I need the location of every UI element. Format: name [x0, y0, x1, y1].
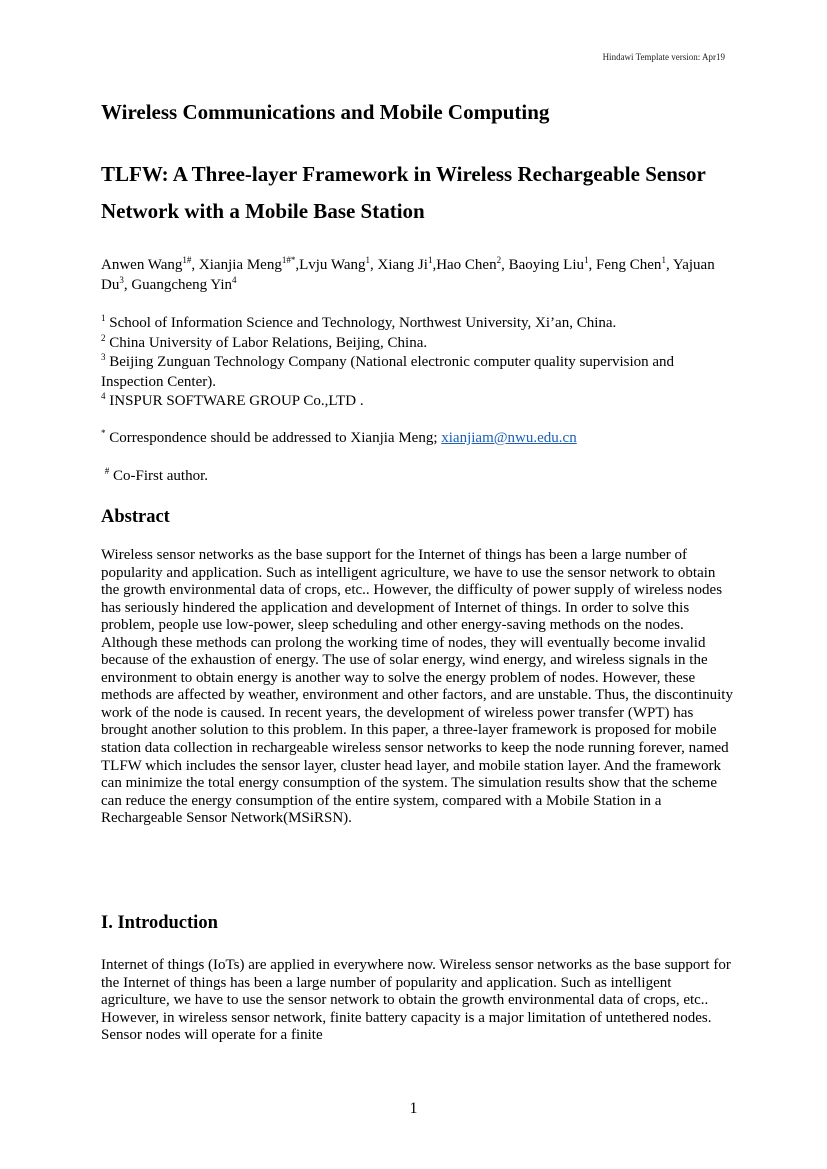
affiliation: $^1$ School of Information Science and Technology, Northwest University, Xi’an, China. [101, 313, 617, 331]
author: Feng Chen$^1$, [596, 255, 673, 273]
template-version: Hindawi Template version: Apr19 [602, 52, 725, 62]
introduction-heading: I. Introduction [101, 913, 218, 933]
correspondence-email-link[interactable]: xianjiam@nwu.edu.cn [441, 430, 577, 446]
correspondence-note: * Correspondence should be addressed to Xianjia Meng; xianjiam@nwu.edu.cn [101, 428, 577, 446]
author: Lvju Wang$^1$, [299, 255, 378, 273]
paper-title: TLFW: A Three-layer Framework in Wireless Rechargeable Sensor Network with a Mobile Base Station [101, 162, 706, 223]
author: Yajuan Du$^3$, [101, 257, 715, 293]
affiliation: $^4$ INSPUR SOFTWARE GROUP Co.,LTD . [101, 391, 364, 409]
author-list [101, 255, 731, 295]
co-first-author-note: # Co-First author. [104, 466, 209, 484]
affiliation-list [101, 314, 731, 412]
author: Guangcheng Yin$^4$ [131, 275, 237, 293]
affiliation: $^3$ Beijing Zunguan Technology Company (National electronic computer quality supervision and Inspection Center). [101, 352, 675, 390]
abstract-body: Wireless sensor networks as the base support for the Internet of things has been a large number of popularity and application. Such as intelligent agriculture, we have to use the sensor network to obtain the growth environmental data of crops, etc.. However, the difficulty of power supply of wireless nodes has seriously hindered the application and development of Internet of things. In order to solve this problem, people use low-power, sleep scheduling and other energy-saving methods on the nodes. Although these methods can prolong the working time of nodes, they will eventually become invalid because of the exhaustion of energy. The use of solar energy, wind energy, and wireless signals in the environment to obtain energy is another way to solve the energy problem of nodes. However, these methods are affected by weather, environment and other factors, and are unstable. Thus, the discontinuity work of the node is caused. In recent years, the development of wireless power transfer (WPT) has brought another solution to this problem. In this paper, a three-layer framework is proposed for mobile station data collection in rechargeable wireless sensor networks to keep the node running forever, named TLFW which includes the sensor layer, cluster head layer, and mobile station layer. And the framework can minimize the total energy consumption of the system. The simulation results show that the scheme can reduce the energy consumption of the entire system, compared with a Mobile Station in a Rechargeable Sensor Network(MSiRSN). [101, 547, 733, 827]
author: Hao Chen$^2$, [436, 255, 509, 273]
page-number: 1 [409, 1100, 418, 1117]
journal-name: Wireless Communications and Mobile Computing [101, 100, 550, 124]
introduction-body: Internet of things (IoTs) are applied in everywhere now. Wireless sensor networks as the base support for the Internet of things has been a large number of popularity and application. Such as intelligent agriculture, we have to use the sensor network to obtain the growth environmental data of crops, etc.. However, in wireless sensor network, finite battery capacity is a major limitation of untethered nodes. Sensor nodes will operate for a finite [101, 957, 731, 1044]
author: Xianjia Meng$^{1\#*}$, [198, 255, 300, 273]
abstract-heading: Abstract [101, 507, 170, 527]
author: Anwen Wang$^{1\#}$, [101, 255, 199, 273]
affiliation: $^2$ China University of Labor Relations, Beijing, China. [101, 332, 428, 351]
author: Xiang Ji$^1$, [377, 255, 437, 273]
author: Baoying Liu$^1$, [508, 255, 597, 273]
